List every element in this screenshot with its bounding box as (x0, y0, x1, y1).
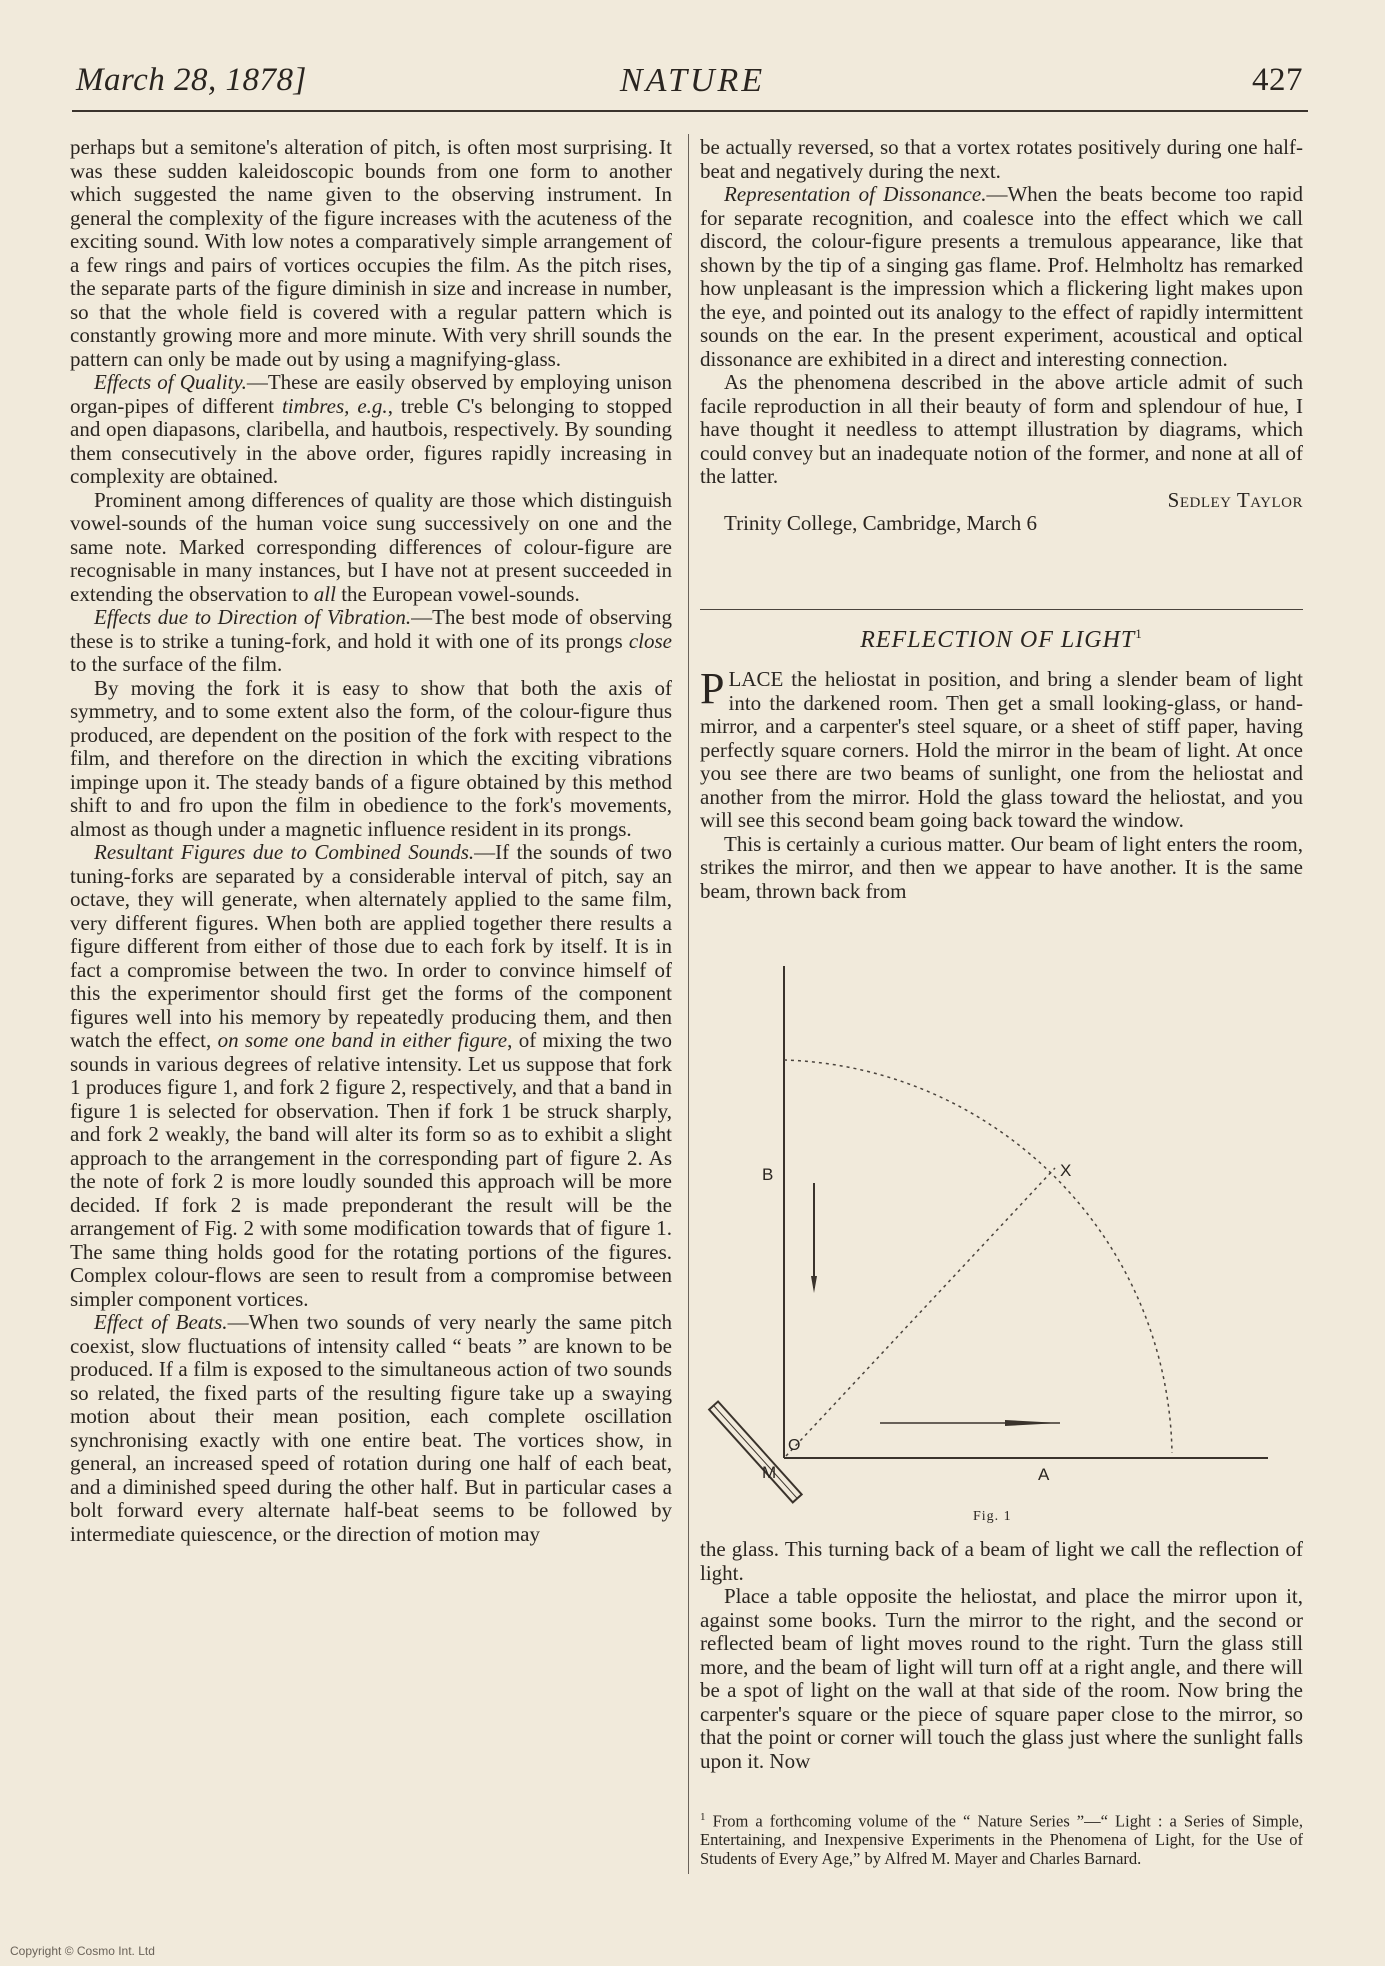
header-page-number: 427 (1252, 62, 1303, 98)
arrow-horizontal (1005, 1420, 1060, 1426)
article-body-continued (700, 1538, 1303, 1773)
figure-1 (700, 958, 1303, 1528)
label-m: M (762, 1463, 777, 1482)
reflection-diagram (700, 958, 1303, 1528)
paragraph: Resultant Figures due to Combined Sounds.—If the sounds of two tuning-forks are separated by a considerable interval of pitch, say an octave, they will generate, when alternately applied to the same film, very different figures. When both are applied together there results a figure different from either of those due to each fork by itself. It is in fact a compromise between the two. In order to convince himself of this the experimentor should first get the forms of the component figures well into his memory by repeatedly producing them, and then watch the effect, on some one band in either figure, of mixing the two sounds in various degrees of relative intensity. Let us suppose that fork 1 produces figure 1, and fork 2 figure 2, respectively, and that a band in figure 1 is selected for observation. Then if fork 1 be struck sharply, and fork 2 weakly, the band will alter its form so as to exhibit a slight approach to the arrangement in the corresponding part of figure 2. As the note of fork 2 is more loudly sounded this approach will be more decided. If fork 2 is made preponderant the result will be the arrangement of Fig. 2 with some modification towards that of figure 1. The same thing holds good for the rotating portions of the figures. Complex colour-flows are seen to result from a compromise between simpler component vortices. (70, 840, 673, 1311)
paragraph: This is certainly a curious matter. Our beam of light enters the room, strikes the mirror, and then we appear to have another. It is the same beam, thrown back from (700, 831, 1303, 903)
paragraph: Effect of Beats.—When two sounds of very nearly the same pitch coexist, slow fluctuations of intensity called “ beats ” are known to be produced. If a film is exposed to the simultaneous action of two sounds so related, the fixed parts of the resulting figure take up a swaying motion about their mean position, each complete oscillation synchronising exactly with one entire beat. The vortices show, in general, an increased speed of rotation during one half of each beat, and a diminished speed during the other half. But in particular cases a bolt forward every alternate half-beat seems to be followed by intermediate quiescence, or the direction of motion may (70, 1310, 672, 1546)
article-separator (700, 609, 1303, 610)
paragraph: Effects due to Direction of Vibration.—The best mode of observing these is to strike a tuning-fork, and hold it with one of its prongs close to the surface of the film. (70, 605, 672, 676)
label-b: B (762, 1165, 774, 1184)
header-rule (72, 110, 1308, 112)
paragraph: perhaps but a semitone's alteration of pitch, is often most surprising. It was these sudden kaleidoscopic bounds from one form to another which suggested the name given to the observing instrument. In general the complexity of the figure increases with the acuteness of the exciting sound. With low notes a comparatively simple arrangement of a few rings and pairs of vortices occupies the film. As the pitch rises, the separate parts of the figure diminish in size and increase in number, so that the whole field is covered with a regular pattern which is constantly growing more and more minute. With very shrill sounds the pattern can only be made out by using a magnifying-glass. (70, 135, 672, 371)
paragraph: Representation of Dissonance.—When the beats become too rapid for separate recognition, and coalesce into the effect which we call discord, the colour-figure presents a tremulous appearance, like that shown by the tip of a singing gas flame. Prof. Helmholtz has remarked how unpleasant is the impression which a flickering light makes upon the eye, and pointed out its analogy to the effect of rapidly intermittent sounds on the ear. In the present experiment, acoustical and optical dissonance are exhibited in a direct and interesting connection. (700, 182, 1303, 371)
author-signature: Sedley Taylor (1167, 487, 1303, 512)
footnote-number: 1 (700, 1811, 706, 1823)
drop-cap: P (700, 664, 725, 713)
article-title: REFLECTION OF LIGHT$^1$ (860, 626, 1143, 653)
paragraph: By moving the fork it is easy to show that both the axis of symmetry, and to some extent also the form, of the colour-figure thus produced, are dependent on the position of the fork with respect to the film, and therefore on the direction in which the exciting vibrations impinge upon it. The steady bands of a figure obtained by this method shift to and fro upon the film in obedience to the fork's movements, almost as though under a magnetic influence resident in its prongs. (70, 675, 672, 841)
section-heading: Resultant Figures due to Combined Sounds. (94, 840, 475, 864)
paragraph: As the phenomena described in the above article admit of such facile reproduction in all their beauty of form and splendour of hue, I have thought it needless to attempt illustration by diagrams, which could convey but an inadequate notion of the former, and none at all of the latter. (700, 370, 1303, 488)
signature-line (700, 489, 1303, 513)
section-heading: Effects due to Direction of Vibration. (94, 605, 412, 629)
dotted-ray-ox (786, 1168, 1055, 1456)
paragraph: Place a table opposite the heliostat, and place the mirror upon it, against some books. Turn the mirror to the right, and the second or reflected beam of light moves round to the right. Turn the glass still more, and the beam of light will turn off at a right angle, and there will be a spot of light on the wall at that side of the room. Now bring the carpenter's square or the piece of square paper close to the mirror, so that the point or corner will touch the glass just where the sunlight falls upon it. Now (700, 1584, 1303, 1773)
figure-caption: Fig. 1 (973, 1509, 1012, 1524)
footnote: $^1$ From a forthcoming volume of the “ Nature Series ”—“ Light : a Series of Simple, Entertaining, and Inexpensive Experiments in the Phenomena of Light, for the Use of Students of Every Age,” by Alfred M. Mayer and Charles Barnard. (700, 1811, 1303, 1868)
header-journal-title: NATURE (619, 62, 766, 99)
arrow-vertical (811, 1276, 817, 1293)
label-a: A (1038, 1465, 1050, 1484)
left-column (70, 136, 672, 1546)
dotted-arc (784, 1060, 1172, 1453)
copyright-notice: Copyright © Cosmo Int. Ltd (10, 1944, 155, 1958)
footnote-marker: 1 (1135, 626, 1143, 641)
section-heading: Effects of Quality. (94, 370, 247, 394)
header-date: March 28, 1878] (76, 62, 307, 98)
paragraph: Effects of Quality.—These are easily observed by employing unison organ-pipes of different timbres, e.g., treble C's belonging to stopped and open diapasons, claribella, and hautbois, respectively. By sounding them consecutively in the above order, figures rapidly increasing in complexity are obtained. (70, 370, 673, 488)
dateline: Trinity College, Cambridge, March 6 (724, 511, 1038, 535)
section-heading: Effect of Beats. (94, 1310, 228, 1334)
right-column-top (700, 136, 1303, 536)
paragraph: PLACE the heliostat in position, and bring a slender beam of light into the darkened room. Then get a small looking-glass, or hand-mirror, and a carpenter's steel square, or a sheet of stiff paper, having perfectly square corners. Hold the mirror in the beam of light. At once you see there are two beams of sunlight, one from the heliostat and another from the mirror. Hold the glass toward the heliostat, and you will see this second beam going back toward the window. (700, 664, 1303, 832)
paragraph: be actually reversed, so that a vortex rotates positively during one half-beat and negatively during the next. (700, 135, 1303, 183)
article-body (700, 664, 1303, 903)
column-divider (688, 134, 689, 1874)
section-heading: Representation of Dissonance. (724, 182, 987, 206)
label-x: X (1060, 1161, 1072, 1180)
paragraph: Prominent among differences of quality are those which distinguish vowel-sounds of the human voice sung successively on one and the same note. Marked corresponding differences of colour-figure are recognisable in many instances, but I have not at present succeeded in extending the observation to all the European vowel-sounds. (70, 487, 672, 606)
paragraph: the glass. This turning back of a beam of light we call the reflection of light. (700, 1537, 1303, 1585)
label-o: O (788, 1437, 801, 1454)
